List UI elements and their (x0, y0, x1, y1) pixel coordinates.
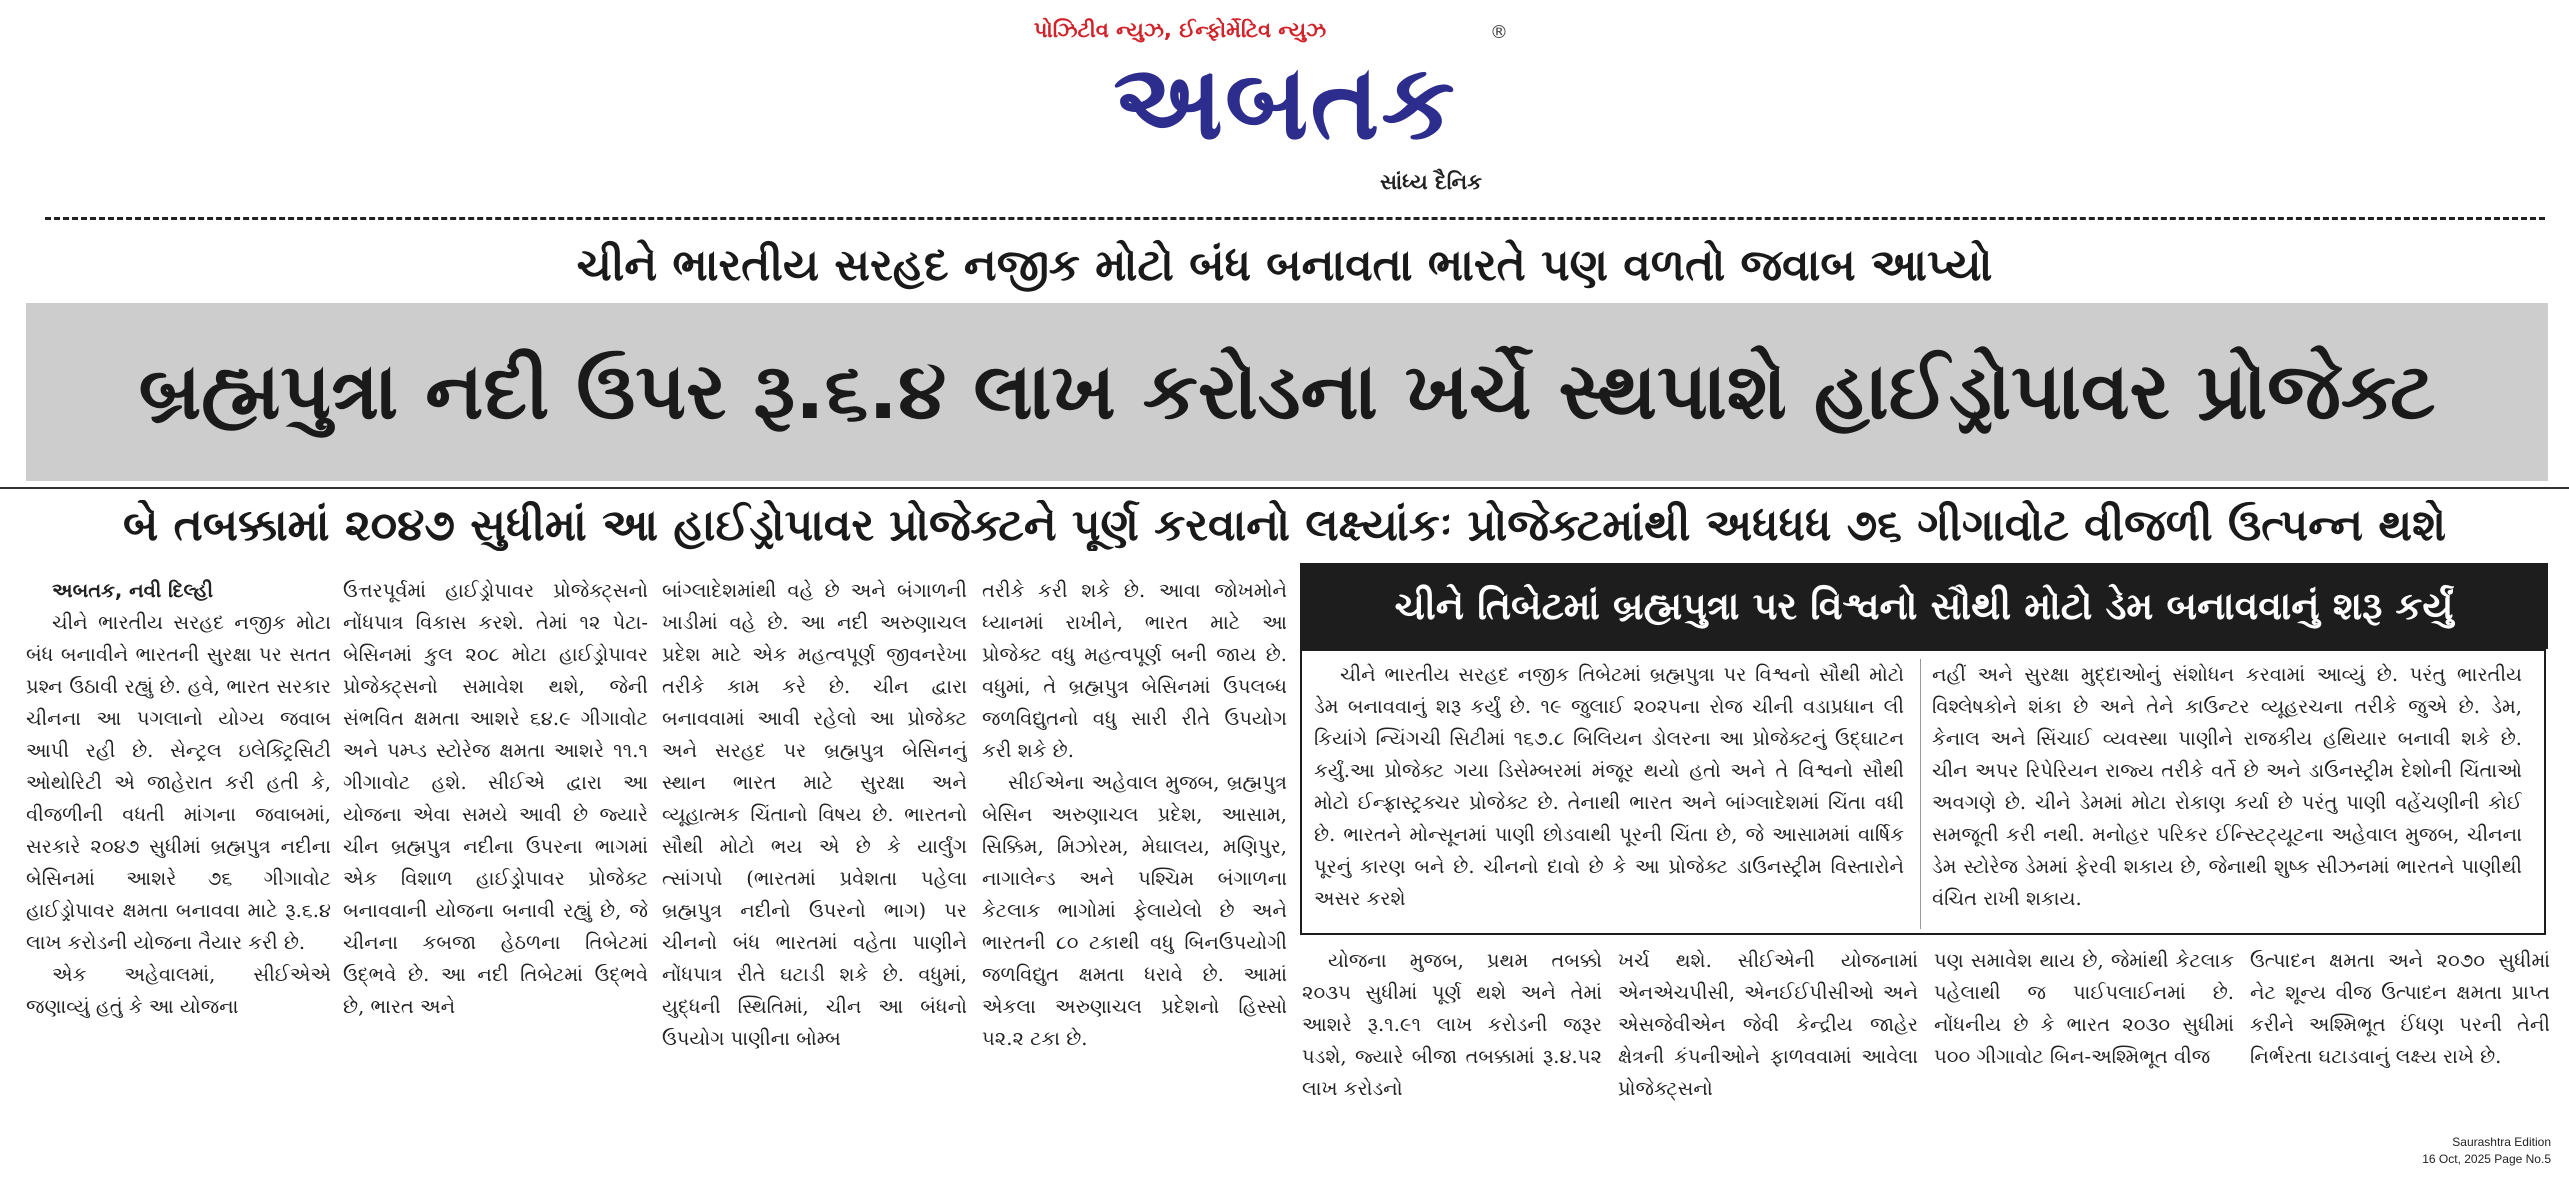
lower-paragraph: ઉત્પાદન ક્ષમતા અને ૨૦૭૦ સુધીમાં નેટ શૂન્ય વીજ ઉત્પાદન ક્ષમતા પ્રાપ્ત કરીને અશ્મિભૂત ઈંધણ પરની તેની નિર્ભરતા ઘટાડવાનું લક્ષ્ય રાખે છે. (2250, 949, 2550, 1068)
box-article-column-2 (1932, 659, 2522, 929)
masthead-subbrand: સાંધ્ય દૈનિક (1380, 170, 1482, 194)
lower-paragraph: ખર્ચ થશે. સીઈએની યોજનામાં એનએચપીસી, એનઈઈપીસીઓ અને એસજેવીએન જેવી કેન્દ્રીય જાહેર ક્ષેત્રની કંપનીઓને ફાળવવામાં આવેલા પ્રોજેક્ટ્સનો (1618, 949, 1918, 1100)
article-paragraph: સીઈએના અહેવાલ મુજબ, બ્રહ્મપુત્ર બેસિન અરુણાચલ પ્રદેશ, આસામ, સિક્કિમ, મિઝોરમ, મેઘાલય, મણિપુર, નાગાલેન્ડ અને પશ્ચિમ બંગાળના કેટલાક ભાગોમાં ફેલાયેલો છે અને ભારતની ૮૦ ટકાથી વધુ બિનઉપયોગી જળવિદ્યુત ક્ષમતા ધરાવે છે. આમાં એકલા અરુણાચલ પ્રદેશનો હિસ્સો ૫૨.૨ ટકા છે. (982, 771, 1287, 1050)
box-column-divider (1920, 659, 1921, 929)
headline-banner (26, 303, 2548, 481)
lower-column-2 (1618, 945, 1918, 1135)
masthead-tagline: પોઝિટીવ ન્યુઝ, ઈન્ફોર્મેટિવ ન્યુઝ (1033, 18, 1327, 42)
box-article-paragraph: ચીને ભારતીય સરહદ નજીક તિબેટમાં બ્રહ્મપુત્રા પર વિશ્વનો સૌથી મોટો ડેમ બનાવવાનું શરૂ કર્યું છે. ૧૯ જુલાઈ ૨૦૨૫ના રોજ ચીની વડાપ્રધાન લી કિયાંગે ન્યિંગચી સિટીમાં ૧૬૭.૮ બિલિયન ડોલરના આ પ્રોજેક્ટનું ઉદ્ઘાટન કર્યું.આ પ્રોજેક્ટ ગયા ડિસેમ્બરમાં મંજૂર થયો હતો અને તે વિશ્વનો સૌથી મોટો ઈન્ફ્રાસ્ટ્રક્ચર પ્રોજેક્ટ છે. તેનાથી ભારત અને બાંગ્લાદેશમાં ચિંતા વધી છે. ભારતને મોન્સૂનમાં પાણી છોડવાથી પૂરની ચિંતા છે, જે આસામમાં વાર્ષિક પૂરનું કારણ બને છે. ચીનનો દાવો છે કે આ પ્રોજેક્ટ ડાઉનસ્ટ્રીમ વિસ્તારોને અસર કરશે (1314, 663, 1904, 910)
date-page-label: 16 Oct, 2025 Page No.5 (2422, 1152, 2551, 1166)
kicker-headline: ચીને ભારતીય સરહદ નજીક મોટો બંધ બનાવતા ભારતે પણ વળતો જવાબ આપ્યો (576, 240, 1993, 291)
box-article-heading: ચીને તિબેટમાં બ્રહ્મપુત્રા પર વિશ્વનો સૌથી મોટો ડેમ બનાવવાનું શરૂ કર્યું (1300, 563, 2548, 649)
article-column-4 (982, 575, 1287, 1135)
article-column-2 (343, 575, 648, 1135)
page-footer (2422, 1134, 2551, 1168)
lower-column-3 (1934, 945, 2234, 1135)
headline-divider (0, 487, 2569, 489)
dashed-divider (45, 217, 2545, 220)
box-article (1300, 649, 2546, 935)
newspaper-logo: અબતક (1113, 41, 1457, 163)
registered-mark: ® (1490, 22, 1508, 43)
article-paragraph: ચીને ભારતીય સરહદ નજીક મોટા બંધ બનાવીને ભારતની સુરક્ષા પર સતત પ્રશ્ન ઉઠાવી રહ્યું છે. હવે, ભારત સરકાર ચીનના આ પગલાનો યોગ્ય જવાબ આપી રહી છે. સેન્ટ્રલ ઇલેક્ટ્રિસિટી ઓથોરિટી એ જાહેરાત કરી હતી કે, વીજળીની વધતી માંગના જવાબમાં, સરકારે ૨૦૪૭ સુધીમાં બ્રહ્મપુત્ર નદીના બેસિનમાં આશરે ૭૬ ગીગાવોટ હાઈડ્રોપાવર ક્ષમતા બનાવવા માટે રૂ.૬.૪ લાખ કરોડની યોજના તૈયાર કરી છે. (26, 611, 331, 954)
lower-column-1 (1302, 945, 1602, 1135)
article-paragraph: બાંગ્લાદેશમાંથી વહે છે અને બંગાળની ખાડીમાં વહે છે. આ નદી અરુણાચલ પ્રદેશ માટે એક મહત્વપૂર્ણ જીવનરેખા તરીકે કામ કરે છે. ચીન દ્વારા બનાવવામાં આવી રહેલો આ પ્રોજેક્ટ અને સરહદ પર બ્રહ્મપુત્ર બેસિનનું સ્થાન ભારત માટે સુરક્ષા અને વ્યૂહાત્મક ચિંતાનો વિષય છે. ભારતનો સૌથી મોટો ભય એ છે કે યાર્લુંગ ત્સાંગપો (ભારતમાં પ્રવેશતા પહેલા બ્રહ્મપુત્ર નદીનો ઉપરનો ભાગ) પર ચીનનો બંધ ભારતમાં વહેતા પાણીને નોંધપાત્ર રીતે ઘટાડી શકે છે. વધુમાં, યુદ્ધની સ્થિતિમાં, ચીન આ બંધનો ઉપયોગ પાણીના બોમ્બ (662, 579, 967, 1050)
article-paragraph: ઉત્તરપૂર્વમાં હાઈડ્રોપાવર પ્રોજેક્ટ્સનો નોંધપાત્ર વિકાસ કરશે. તેમાં ૧૨ પેટા-બેસિનમાં કુલ ૨૦૮ મોટા હાઈડ્રોપાવર પ્રોજેક્ટ્સનો સમાવેશ થશે, જેની સંભવિત ક્ષમતા આશરે ૬૪.૯ ગીગાવોટ અને પમ્પ્ડ સ્ટોરેજ ક્ષમતા આશરે ૧૧.૧ ગીગાવોટ હશે. સીઈએ દ્વારા આ યોજના એવા સમયે આવી છે જ્યારે ચીન બ્રહ્મપુત્ર નદીના ઉપરના ભાગમાં એક વિશાળ હાઈડ્રોપાવર પ્રોજેક્ટ બનાવવાની યોજના બનાવી રહ્યું છે, જે ચીનના કબજા હેઠળના તિબેટમાં ઉદ્ભવે છે. આ નદી તિબેટમાં ઉદ્ભવે છે, ભારત અને (343, 579, 648, 1018)
edition-label: Saurashtra Edition (2452, 1135, 2551, 1149)
lower-column-4 (2250, 945, 2550, 1135)
article-dateline: અબતક, નવી દિલ્હી (52, 579, 214, 602)
box-article-column-1 (1314, 659, 1904, 929)
box-article-paragraph: નહીં અને સુરક્ષા મુદ્દાઓનું સંશોધન કરવામાં આવ્યું છે. પરંતુ ભારતીય વિશ્લેષકોને શંકા છે અને તેને કાઉન્ટર વ્યૂહરચના તરીકે જુએ છે. ડેમ, કેનાલ અને સિંચાઈ વ્યવસ્થા પાણીને રાજકીય હથિયાર બનાવી શકે છે. ચીન અપર રિપેરિયન રાજ્ય તરીકે વર્તે છે અને ડાઉનસ્ટ્રીમ દેશોની ચિંતાઓ અવગણે છે. ચીને ડેમમાં મોટા રોકાણ કર્યા છે પરંતુ પાણી વહેંચણીની કોઈ સમજૂતી કરી નથી. મનોહર પરિકર ઈન્સ્ટિટ્યૂટના અહેવાલ મુજબ, ચીનના ડેમ સ્ટોરેજ ડેમમાં ફેરવી શકાય છે, જેનાથી શુષ્ક સીઝનમાં ભારતને પાણીથી વંચિત રાખી શકાય. (1932, 663, 2522, 910)
sub-headline: બે તબક્કામાં ૨૦૪૭ સુધીમાં આ હાઈડ્રોપાવર પ્રોજેક્ટને પૂર્ણ કરવાનો લક્ષ્યાંકઃ પ્રોજેક્ટમાંથી અધધધ ૭૬ ગીગાવોટ વીજળી ઉત્પન્ન થશે (122, 500, 2447, 551)
article-column-1 (26, 575, 331, 1135)
article-paragraph: એક અહેવાલમાં, સીઈએએ જણાવ્યું હતું કે આ યોજના (26, 963, 331, 1018)
main-headline: બ્રહ્મપુત્રા નદી ઉપર રૂ.૬.૪ લાખ કરોડના ખર્ચે સ્થપાશે હાઈડ્રોપાવર પ્રોજેક્ટ (138, 347, 2436, 437)
masthead (0, 0, 2569, 200)
article-column-3 (662, 575, 967, 1135)
article-paragraph: તરીકે કરી શકે છે. આવા જોખમોને ધ્યાનમાં રાખીને, ભારત માટે આ પ્રોજેક્ટ વધુ મહત્વપૂર્ણ બની જાય છે. વધુમાં, તે બ્રહ્મપુત્ર બેસિનમાં ઉપલબ્ધ જળવિદ્યુતનો વધુ સારી રીતે ઉપયોગ કરી શકે છે. (982, 579, 1287, 762)
lower-paragraph: પણ સમાવેશ થાય છે, જેમાંથી કેટલાક પહેલાથી જ પાઈપલાઈનમાં છે. નોંધનીય છે કે ભારત ૨૦૩૦ સુધીમાં ૫૦૦ ગીગાવોટ બિન-અશ્મિભૂત વીજ (1934, 949, 2234, 1068)
lower-paragraph: યોજના મુજબ, પ્રથમ તબક્કો ૨૦૩૫ સુધીમાં પૂર્ણ થશે અને તેમાં આશરે રૂ.૧.૯૧ લાખ કરોડની જરૂર પડશે, જ્યારે બીજા તબક્કામાં રૂ.૪.૫૨ લાખ કરોડનો (1302, 949, 1602, 1100)
